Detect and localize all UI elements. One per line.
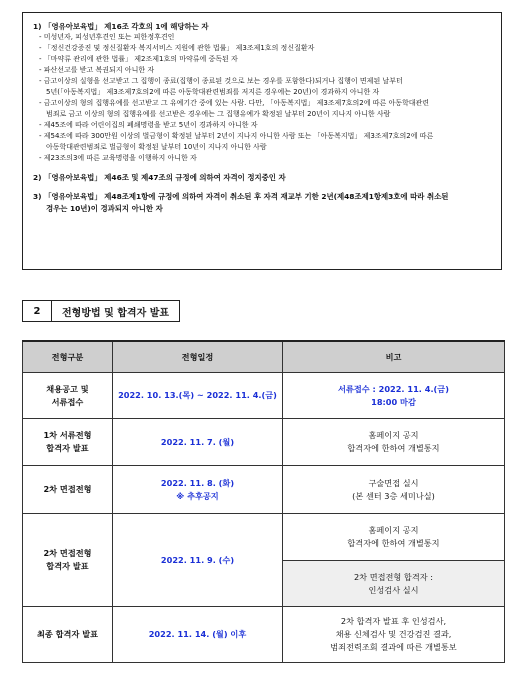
table-row xyxy=(23,607,505,663)
notice-item1-line: - 파산선고를 받고 복권되지 아니한 자 xyxy=(39,66,155,74)
note-cell: 홈페이지 공지 합격자에 한하여 개별통지 xyxy=(283,419,505,466)
header-cell: 전형일정 xyxy=(113,341,283,373)
notice-item1-line: - 금고이상의 형의 집행유예를 선고받고 그 유예기간 중에 있는 사람. 다만, 「아동복지법」 제3조제7호의2에 따른 아동학대관련 xyxy=(39,99,430,107)
header-cell: 전형구분 xyxy=(23,341,113,373)
notice-item1-heading: 1) 「영유아보육법」 제16조 각호의 1에 해당하는 자 xyxy=(33,22,209,31)
type-cell: 2차 면접전형 xyxy=(23,466,113,514)
note-cell: 홈페이지 공지 합격자에 한하여 개별통지 xyxy=(283,514,505,561)
section-title: 전형방법 및 합격자 발표 xyxy=(52,300,180,322)
notice-item3-heading-cont: 경우는 10년)이 경과되지 아니한 자 xyxy=(46,204,163,213)
header-cell: 비고 xyxy=(283,341,505,373)
note-cell: 2차 면접전형 합격자 : 인성검사 실시 xyxy=(283,561,505,607)
notice-item1-line: - 「정신건강증진 및 정신질환자 복지서비스 지원에 관한 법률」 제3조제1호의 정신질환자 xyxy=(39,44,315,52)
date-cell: 2022. 11. 14. (월) 이후 xyxy=(113,607,283,663)
disqualification-notice-box xyxy=(22,12,502,270)
notice-item1-line: 아동학대관련범죄로 벌금형이 확정된 날부터 10년이 지나지 아니한 사람 xyxy=(46,143,267,151)
note-cell: 구술면접 실시 (본 센터 3층 세미나실) xyxy=(283,466,505,514)
note-cell: 서류접수 : 2022. 11. 4.(금) 18:00 마감 xyxy=(283,373,505,419)
table-row xyxy=(23,419,505,466)
notice-item1-line: - 미성년자, 피성년후견인 또는 피한정후견인 xyxy=(39,33,175,41)
table-row xyxy=(23,373,505,419)
notice-item1-line: 범죄로 금고 이상의 형의 집행유예를 선고받은 경우에는 그 집행유예가 확정된 날부터 20년이 지나지 아니한 사람 xyxy=(46,110,391,118)
notice-item1-line: - 제23조의3에 따른 교육명령을 이행하지 아니한 자 xyxy=(39,154,197,162)
date-cell: 2022. 11. 9. (수) xyxy=(113,514,283,607)
schedule-table xyxy=(22,340,505,663)
type-cell: 2차 면접전형 합격자 발표 xyxy=(23,514,113,607)
type-cell: 최종 합격자 발표 xyxy=(23,607,113,663)
section-heading xyxy=(22,300,180,322)
notice-item3-heading: 3) 「영유아보육법」 제48조제1항에 규정에 의하여 자격이 취소된 후 자격 재교부 기한 2년(제48조제1항제3호에 따라 취소된 xyxy=(33,192,449,201)
note-cell: 2차 합격자 발표 후 인성검사, 채용 신체검사 및 건강검진 결과, 범죄전력조회 결과에 따른 개별통보 xyxy=(283,607,505,663)
table-row xyxy=(23,514,505,561)
notice-item2-heading: 2) 「영유아보육법」 제46조 및 제47조의 규정에 의하여 자격이 정지중인 자 xyxy=(33,173,286,182)
notice-item1-line: 5년(「아동복지법」 제3조제7호의2에 따른 아동학대관련범죄를 저지른 경우에는 20년)이 경과하지 아니한 자 xyxy=(46,88,380,96)
date-cell: 2022. 11. 8. (화) ※ 추후공지 xyxy=(113,466,283,514)
notice-item1-line: - 제54조에 따라 300만원 이상의 벌금형이 확정된 날부터 2년이 지나지 아니한 사람 또는 「아동복지법」 제3조제7호의2에 따른 xyxy=(39,132,434,140)
table-header-row xyxy=(23,341,505,373)
date-cell: 2022. 11. 7. (월) xyxy=(113,419,283,466)
type-cell: 채용공고 및 서류접수 xyxy=(23,373,113,419)
notice-item1-line: - 「마약류 관리에 관한 법률」 제2조제1호의 마약류에 중독된 자 xyxy=(39,55,238,63)
date-cell: 2022. 10. 13.(목) ~ 2022. 11. 4.(금) xyxy=(113,373,283,419)
type-cell: 1차 서류전형 합격자 발표 xyxy=(23,419,113,466)
notice-item1-line: - 제45조에 따라 어린이집의 폐쇄명령을 받고 5년이 경과하지 아니한 자 xyxy=(39,121,258,129)
table-row xyxy=(23,466,505,514)
section-number: 2 xyxy=(22,300,52,322)
notice-item1-line: - 금고이상의 실형을 선고받고 그 집행이 종료(집행이 종료된 것으로 보는 경우를 포함한다)되거나 집행이 면제된 날부터 xyxy=(39,77,403,85)
